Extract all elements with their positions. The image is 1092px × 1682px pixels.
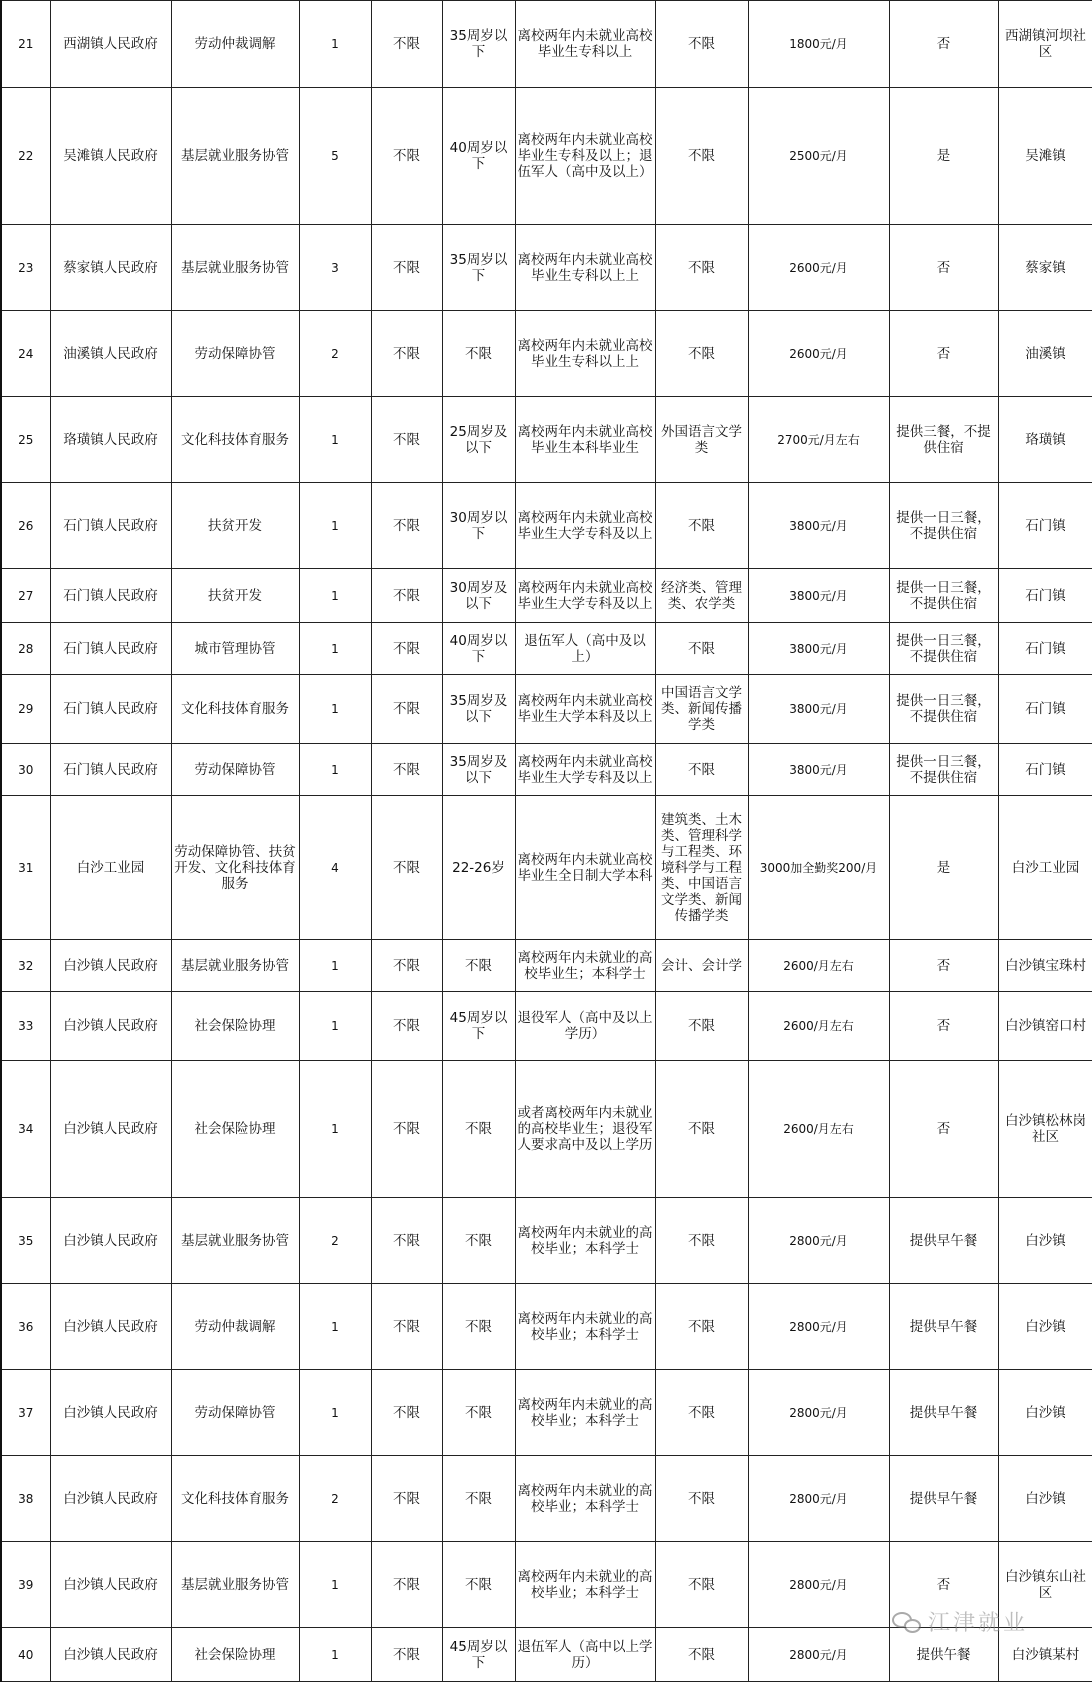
cell-board: 提供三餐，不提供住宿 (889, 397, 998, 483)
cell-gender: 不限 (371, 992, 442, 1061)
table-row (1, 796, 1092, 940)
table-row (1, 1542, 1092, 1628)
table-row (1, 311, 1092, 397)
cell-board: 提供早午餐 (889, 1456, 998, 1542)
cell-age: 30周岁及以下 (442, 569, 515, 623)
cell-no: 35 (1, 1198, 50, 1284)
cell-major: 不限 (655, 1198, 748, 1284)
cell-no: 26 (1, 483, 50, 569)
cell-post: 劳动仲裁调解 (171, 1284, 299, 1370)
cell-count: 1 (299, 1284, 371, 1370)
table-row (1, 675, 1092, 744)
cell-no: 39 (1, 1542, 50, 1628)
cell-board: 提供一日三餐，不提供住宿 (889, 483, 998, 569)
cell-no: 25 (1, 397, 50, 483)
cell-unit: 白沙镇人民政府 (50, 1284, 171, 1370)
cell-age: 不限 (442, 1456, 515, 1542)
cell-gender: 不限 (371, 225, 442, 311)
cell-gender: 不限 (371, 1628, 442, 1682)
cell-edu: 离校两年内未就业的高校毕业；本科学士 (515, 1456, 655, 1542)
cell-post: 基层就业服务协管 (171, 88, 299, 225)
cell-gender: 不限 (371, 940, 442, 992)
cell-location: 珞璜镇 (998, 397, 1092, 483)
cell-count: 1 (299, 483, 371, 569)
cell-count: 1 (299, 1, 371, 88)
cell-gender: 不限 (371, 744, 442, 796)
cell-no: 28 (1, 623, 50, 675)
cell-board: 是 (889, 88, 998, 225)
cell-unit: 白沙镇人民政府 (50, 992, 171, 1061)
cell-age: 不限 (442, 1542, 515, 1628)
cell-unit: 油溪镇人民政府 (50, 311, 171, 397)
cell-post: 扶贫开发 (171, 569, 299, 623)
cell-gender: 不限 (371, 675, 442, 744)
table-row (1, 1198, 1092, 1284)
cell-unit: 白沙镇人民政府 (50, 940, 171, 992)
cell-location: 白沙镇窑口村 (998, 992, 1092, 1061)
cell-salary: 2700元/月左右 (748, 397, 889, 483)
cell-salary: 3800元/月 (748, 744, 889, 796)
cell-location: 西湖镇河坝社区 (998, 1, 1092, 88)
cell-location: 白沙镇某村 (998, 1628, 1092, 1682)
cell-unit: 白沙工业园 (50, 796, 171, 940)
cell-board: 否 (889, 225, 998, 311)
cell-post: 文化科技体育服务 (171, 1456, 299, 1542)
cell-location: 白沙镇松林岗社区 (998, 1061, 1092, 1198)
cell-no: 30 (1, 744, 50, 796)
cell-age: 不限 (442, 1284, 515, 1370)
cell-salary: 2600/月左右 (748, 940, 889, 992)
cell-no: 38 (1, 1456, 50, 1542)
cell-unit: 石门镇人民政府 (50, 744, 171, 796)
cell-age: 35周岁以下 (442, 1, 515, 88)
cell-salary: 2600/月左右 (748, 992, 889, 1061)
cell-gender: 不限 (371, 397, 442, 483)
cell-age: 不限 (442, 1198, 515, 1284)
cell-age: 不限 (442, 1061, 515, 1198)
cell-count: 2 (299, 1198, 371, 1284)
cell-gender: 不限 (371, 88, 442, 225)
cell-major: 不限 (655, 483, 748, 569)
table-row (1, 940, 1092, 992)
cell-age: 35周岁以下 (442, 225, 515, 311)
table-row (1, 992, 1092, 1061)
cell-no: 23 (1, 225, 50, 311)
cell-salary: 3000加全勤奖200/月 (748, 796, 889, 940)
cell-post: 基层就业服务协管 (171, 1198, 299, 1284)
cell-edu: 离校两年内未就业高校毕业生大学专科及以上 (515, 569, 655, 623)
cell-unit: 白沙镇人民政府 (50, 1456, 171, 1542)
table-row (1, 1284, 1092, 1370)
cell-count: 1 (299, 1061, 371, 1198)
cell-salary: 2600元/月 (748, 311, 889, 397)
cell-edu: 离校两年内未就业高校毕业生专科以上上 (515, 311, 655, 397)
cell-edu: 离校两年内未就业的高校毕业生；本科学士 (515, 940, 655, 992)
cell-edu: 退伍军人（高中以上学历） (515, 1628, 655, 1682)
cell-major: 不限 (655, 992, 748, 1061)
cell-location: 白沙镇宝珠村 (998, 940, 1092, 992)
cell-post: 劳动保障协管 (171, 1370, 299, 1456)
cell-location: 油溪镇 (998, 311, 1092, 397)
cell-post: 文化科技体育服务 (171, 675, 299, 744)
cell-no: 33 (1, 992, 50, 1061)
cell-board: 提供午餐 (889, 1628, 998, 1682)
cell-gender: 不限 (371, 1284, 442, 1370)
cell-age: 40周岁以下 (442, 88, 515, 225)
cell-count: 3 (299, 225, 371, 311)
cell-gender: 不限 (371, 1542, 442, 1628)
cell-count: 1 (299, 397, 371, 483)
cell-no: 29 (1, 675, 50, 744)
table-row (1, 569, 1092, 623)
cell-location: 石门镇 (998, 744, 1092, 796)
cell-board: 否 (889, 1542, 998, 1628)
cell-major: 不限 (655, 623, 748, 675)
table-row (1, 483, 1092, 569)
cell-location: 白沙镇 (998, 1370, 1092, 1456)
cell-count: 2 (299, 311, 371, 397)
cell-age: 35周岁及以下 (442, 675, 515, 744)
cell-no: 21 (1, 1, 50, 88)
cell-location: 白沙工业园 (998, 796, 1092, 940)
cell-major: 不限 (655, 1370, 748, 1456)
cell-edu: 离校两年内未就业的高校毕业；本科学士 (515, 1284, 655, 1370)
cell-location: 石门镇 (998, 483, 1092, 569)
cell-age: 30周岁以下 (442, 483, 515, 569)
cell-age: 35周岁及以下 (442, 744, 515, 796)
cell-unit: 蔡家镇人民政府 (50, 225, 171, 311)
cell-salary: 2600/月左右 (748, 1061, 889, 1198)
cell-post: 劳动仲裁调解 (171, 1, 299, 88)
cell-count: 1 (299, 1542, 371, 1628)
cell-unit: 石门镇人民政府 (50, 675, 171, 744)
cell-board: 否 (889, 1061, 998, 1198)
cell-edu: 退役军人（高中及以上学历） (515, 992, 655, 1061)
cell-salary: 2800元/月 (748, 1542, 889, 1628)
cell-age: 不限 (442, 311, 515, 397)
cell-no: 22 (1, 88, 50, 225)
cell-major: 不限 (655, 1061, 748, 1198)
cell-unit: 白沙镇人民政府 (50, 1628, 171, 1682)
cell-count: 1 (299, 569, 371, 623)
cell-location: 白沙镇 (998, 1198, 1092, 1284)
cell-unit: 吴滩镇人民政府 (50, 88, 171, 225)
cell-major: 不限 (655, 225, 748, 311)
cell-post: 文化科技体育服务 (171, 397, 299, 483)
cell-salary: 3800元/月 (748, 675, 889, 744)
cell-edu: 离校两年内未就业高校毕业生本科毕业生 (515, 397, 655, 483)
cell-no: 40 (1, 1628, 50, 1682)
cell-post: 城市管理协管 (171, 623, 299, 675)
cell-board: 提供早午餐 (889, 1370, 998, 1456)
cell-age: 40周岁以下 (442, 623, 515, 675)
cell-edu: 离校两年内未就业高校毕业生大学本科及以上 (515, 675, 655, 744)
cell-edu: 离校两年内未就业的高校毕业；本科学士 (515, 1198, 655, 1284)
cell-major: 不限 (655, 1542, 748, 1628)
cell-post: 劳动保障协管 (171, 744, 299, 796)
cell-post: 基层就业服务协管 (171, 940, 299, 992)
cell-gender: 不限 (371, 1456, 442, 1542)
cell-post: 基层就业服务协管 (171, 225, 299, 311)
table-row (1, 1456, 1092, 1542)
cell-count: 1 (299, 675, 371, 744)
cell-count: 4 (299, 796, 371, 940)
cell-major: 中国语言文学类、新闻传播学类 (655, 675, 748, 744)
cell-edu: 离校两年内未就业高校毕业生全日制大学本科 (515, 796, 655, 940)
cell-major: 不限 (655, 1284, 748, 1370)
cell-edu: 离校两年内未就业的高校毕业；本科学士 (515, 1542, 655, 1628)
cell-unit: 珞璜镇人民政府 (50, 397, 171, 483)
cell-salary: 2500元/月 (748, 88, 889, 225)
table-row (1, 88, 1092, 225)
cell-board: 提供一日三餐，不提供住宿 (889, 744, 998, 796)
cell-location: 石门镇 (998, 623, 1092, 675)
cell-gender: 不限 (371, 623, 442, 675)
cell-age: 不限 (442, 940, 515, 992)
cell-major: 外国语言文学类 (655, 397, 748, 483)
cell-location: 吴滩镇 (998, 88, 1092, 225)
cell-board: 提供一日三餐，不提供住宿 (889, 675, 998, 744)
cell-edu: 离校两年内未就业高校毕业生大学专科及以上 (515, 744, 655, 796)
cell-salary: 3800元/月 (748, 569, 889, 623)
cell-age: 25周岁及以下 (442, 397, 515, 483)
cell-unit: 白沙镇人民政府 (50, 1542, 171, 1628)
cell-age: 22-26岁 (442, 796, 515, 940)
cell-post: 劳动保障协管 (171, 311, 299, 397)
cell-location: 白沙镇 (998, 1284, 1092, 1370)
table-row (1, 225, 1092, 311)
cell-count: 1 (299, 992, 371, 1061)
cell-no: 34 (1, 1061, 50, 1198)
cell-edu: 退伍军人（高中及以上） (515, 623, 655, 675)
cell-gender: 不限 (371, 311, 442, 397)
cell-board: 否 (889, 311, 998, 397)
cell-edu: 离校两年内未就业高校毕业生专科以上上 (515, 225, 655, 311)
cell-major: 会计、会计学 (655, 940, 748, 992)
cell-salary: 1800元/月 (748, 1, 889, 88)
cell-no: 24 (1, 311, 50, 397)
cell-edu: 离校两年内未就业高校毕业生专科及以上；退伍军人（高中及以上） (515, 88, 655, 225)
cell-board: 提供早午餐 (889, 1198, 998, 1284)
cell-age: 45周岁以下 (442, 992, 515, 1061)
cell-count: 1 (299, 744, 371, 796)
cell-unit: 西湖镇人民政府 (50, 1, 171, 88)
cell-no: 32 (1, 940, 50, 992)
cell-post: 扶贫开发 (171, 483, 299, 569)
cell-major: 不限 (655, 744, 748, 796)
cell-no: 27 (1, 569, 50, 623)
cell-edu: 离校两年内未就业高校毕业生大学专科及以上 (515, 483, 655, 569)
table-row (1, 1061, 1092, 1198)
cell-gender: 不限 (371, 1, 442, 88)
table-row (1, 1370, 1092, 1456)
cell-count: 1 (299, 623, 371, 675)
cell-board: 提供一日三餐，不提供住宿 (889, 623, 998, 675)
table-row (1, 623, 1092, 675)
table-body (1, 1, 1092, 1682)
cell-board: 提供一日三餐，不提供住宿 (889, 569, 998, 623)
cell-no: 31 (1, 796, 50, 940)
cell-post: 劳动保障协管、扶贫开发、文化科技体育服务 (171, 796, 299, 940)
cell-location: 石门镇 (998, 675, 1092, 744)
cell-gender: 不限 (371, 569, 442, 623)
cell-major: 建筑类、土木类、管理科学与工程类、环境科学与工程类、中国语言文学类、新闻传播学类 (655, 796, 748, 940)
cell-salary: 3800元/月 (748, 483, 889, 569)
cell-board: 否 (889, 940, 998, 992)
cell-unit: 白沙镇人民政府 (50, 1198, 171, 1284)
cell-board: 是 (889, 796, 998, 940)
cell-count: 1 (299, 940, 371, 992)
cell-no: 36 (1, 1284, 50, 1370)
table-row (1, 744, 1092, 796)
cell-post: 社会保险协理 (171, 992, 299, 1061)
cell-major: 经济类、管理类、农学类 (655, 569, 748, 623)
cell-unit: 石门镇人民政府 (50, 569, 171, 623)
cell-location: 蔡家镇 (998, 225, 1092, 311)
cell-major: 不限 (655, 1, 748, 88)
cell-unit: 石门镇人民政府 (50, 483, 171, 569)
cell-unit: 石门镇人民政府 (50, 623, 171, 675)
cell-location: 石门镇 (998, 569, 1092, 623)
table-row (1, 1628, 1092, 1682)
cell-board: 提供早午餐 (889, 1284, 998, 1370)
cell-salary: 2600元/月 (748, 225, 889, 311)
cell-major: 不限 (655, 1628, 748, 1682)
cell-salary: 2800元/月 (748, 1198, 889, 1284)
cell-major: 不限 (655, 88, 748, 225)
cell-salary: 3800元/月 (748, 623, 889, 675)
cell-count: 1 (299, 1628, 371, 1682)
cell-gender: 不限 (371, 483, 442, 569)
cell-post: 社会保险协理 (171, 1061, 299, 1198)
cell-gender: 不限 (371, 796, 442, 940)
cell-edu: 或者离校两年内未就业的高校毕业生；退役军人要求高中及以上学历 (515, 1061, 655, 1198)
cell-gender: 不限 (371, 1061, 442, 1198)
cell-location: 白沙镇 (998, 1456, 1092, 1542)
cell-board: 否 (889, 1, 998, 88)
cell-major: 不限 (655, 1456, 748, 1542)
cell-salary: 2800元/月 (748, 1284, 889, 1370)
cell-unit: 白沙镇人民政府 (50, 1061, 171, 1198)
cell-no: 37 (1, 1370, 50, 1456)
cell-edu: 离校两年内未就业的高校毕业；本科学士 (515, 1370, 655, 1456)
cell-post: 基层就业服务协管 (171, 1542, 299, 1628)
table-row (1, 1, 1092, 88)
cell-location: 白沙镇东山社区 (998, 1542, 1092, 1628)
cell-gender: 不限 (371, 1198, 442, 1284)
cell-post: 社会保险协理 (171, 1628, 299, 1682)
cell-unit: 白沙镇人民政府 (50, 1370, 171, 1456)
cell-major: 不限 (655, 311, 748, 397)
cell-salary: 2800元/月 (748, 1456, 889, 1542)
table-row (1, 397, 1092, 483)
cell-gender: 不限 (371, 1370, 442, 1456)
cell-board: 否 (889, 992, 998, 1061)
cell-age: 不限 (442, 1370, 515, 1456)
cell-count: 1 (299, 1370, 371, 1456)
cell-age: 45周岁以下 (442, 1628, 515, 1682)
cell-count: 5 (299, 88, 371, 225)
cell-count: 2 (299, 1456, 371, 1542)
cell-salary: 2800元/月 (748, 1370, 889, 1456)
cell-salary: 2800元/月 (748, 1628, 889, 1682)
cell-edu: 离校两年内未就业高校毕业生专科以上 (515, 1, 655, 88)
watermark-text: 江津就业 (928, 1610, 1029, 1636)
